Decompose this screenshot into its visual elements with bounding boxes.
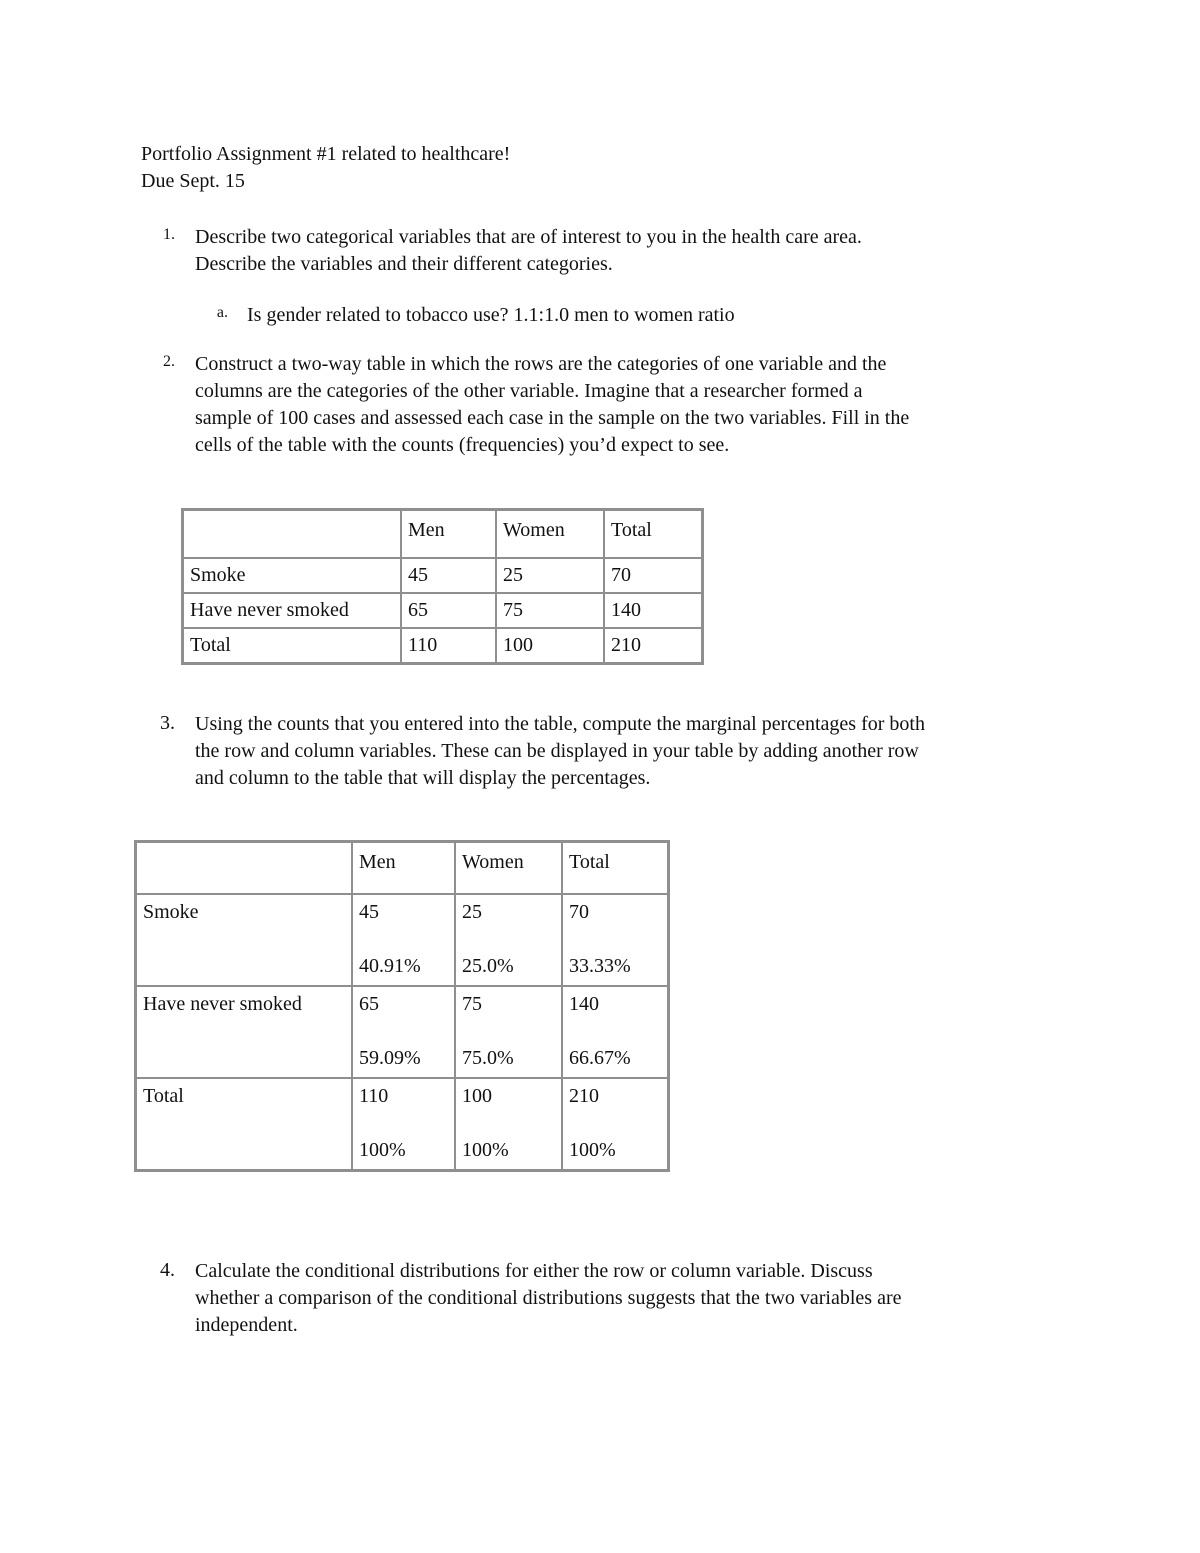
table-header-cell-total: Total bbox=[604, 510, 703, 559]
table-cell: 75 bbox=[496, 593, 604, 628]
table-cell: 210 bbox=[604, 628, 703, 664]
question-2-line-4: cells of the table with the counts (frequencies) you’d expect to see. bbox=[195, 434, 730, 456]
row-label: Smoke bbox=[183, 558, 402, 593]
table-row bbox=[183, 558, 703, 593]
row-label: Total bbox=[136, 1078, 353, 1171]
row-label: Smoke bbox=[136, 894, 353, 986]
table-header-cell-women: Women bbox=[455, 842, 562, 895]
table-cell: 70 bbox=[604, 558, 703, 593]
table-cell: 65 bbox=[401, 593, 496, 628]
question-2-line-2: columns are the categories of the other variable. Imagine that a researcher formed a bbox=[195, 380, 863, 402]
table-cell bbox=[352, 1078, 455, 1171]
table-cell bbox=[455, 894, 562, 986]
row-label: Total bbox=[183, 628, 402, 664]
document-title: Portfolio Assignment #1 related to healthcare! bbox=[141, 143, 511, 165]
cell-percent: 100% bbox=[462, 1139, 509, 1161]
row-label: Have never smoked bbox=[183, 593, 402, 628]
table-header-cell-empty bbox=[136, 842, 353, 895]
table-row bbox=[183, 593, 703, 628]
cell-count: 45 bbox=[359, 901, 379, 923]
cell-count: 65 bbox=[359, 993, 379, 1015]
cell-percent: 33.33% bbox=[569, 955, 631, 977]
cell-percent: 66.67% bbox=[569, 1047, 631, 1069]
table-header-row bbox=[183, 510, 703, 559]
cell-percent: 59.09% bbox=[359, 1047, 421, 1069]
question-4-line-2: whether a comparison of the conditional distributions suggests that the two variables are bbox=[195, 1287, 902, 1309]
question-4-line-3: independent. bbox=[195, 1314, 298, 1336]
cell-percent: 100% bbox=[569, 1139, 616, 1161]
table-row bbox=[183, 628, 703, 664]
table-row bbox=[136, 1078, 669, 1171]
cell-count: 75 bbox=[462, 993, 482, 1015]
table-cell bbox=[562, 1078, 669, 1171]
question-4-line-1: Calculate the conditional distributions for either the row or column variable. Discuss bbox=[195, 1260, 873, 1282]
table-cell: 45 bbox=[401, 558, 496, 593]
table-cell bbox=[562, 894, 669, 986]
table-cell bbox=[455, 986, 562, 1078]
table-header-row bbox=[136, 842, 669, 895]
cell-count: 100 bbox=[462, 1085, 492, 1107]
cell-count: 110 bbox=[359, 1085, 389, 1107]
cell-percent: 75.0% bbox=[462, 1047, 514, 1069]
table-cell: 25 bbox=[496, 558, 604, 593]
question-3-line-2: the row and column variables. These can be displayed in your table by adding another row bbox=[195, 740, 919, 762]
question-1-line-1: Describe two categorical variables that are of interest to you in the health care area. bbox=[195, 226, 862, 248]
question-1a-text: Is gender related to tobacco use? 1.1:1.0 men to women ratio bbox=[247, 304, 735, 326]
table-cell bbox=[352, 894, 455, 986]
table-cell bbox=[562, 986, 669, 1078]
table-header-cell-empty bbox=[183, 510, 402, 559]
table-header-cell-men: Men bbox=[352, 842, 455, 895]
counts-table bbox=[181, 508, 704, 665]
cell-percent: 100% bbox=[359, 1139, 406, 1161]
table-header-cell-total: Total bbox=[562, 842, 669, 895]
table-header-cell-men: Men bbox=[401, 510, 496, 559]
question-3-line-3: and column to the table that will display the percentages. bbox=[195, 767, 651, 789]
table-row bbox=[136, 986, 669, 1078]
cell-count: 140 bbox=[569, 993, 599, 1015]
table-header-cell-women: Women bbox=[496, 510, 604, 559]
table-cell: 100 bbox=[496, 628, 604, 664]
cell-count: 70 bbox=[569, 901, 589, 923]
question-3-line-1: Using the counts that you entered into the table, compute the marginal percentages for both bbox=[195, 713, 925, 735]
cell-count: 25 bbox=[462, 901, 482, 923]
row-label: Have never smoked bbox=[136, 986, 353, 1078]
cell-percent: 25.0% bbox=[462, 955, 514, 977]
table-cell bbox=[455, 1078, 562, 1171]
question-1-number: 1. bbox=[163, 226, 175, 243]
cell-count: 210 bbox=[569, 1085, 599, 1107]
table-cell: 110 bbox=[401, 628, 496, 664]
question-3-number: 3. bbox=[160, 712, 175, 734]
table-cell: 140 bbox=[604, 593, 703, 628]
table-row bbox=[136, 894, 669, 986]
question-1a-letter: a. bbox=[216, 304, 228, 321]
question-2-line-3: sample of 100 cases and assessed each case in the sample on the two variables. Fill in the bbox=[195, 407, 910, 429]
percentages-table bbox=[134, 840, 670, 1172]
question-1-line-2: Describe the variables and their different categories. bbox=[195, 253, 613, 275]
table-cell bbox=[352, 986, 455, 1078]
question-4-number: 4. bbox=[160, 1259, 175, 1281]
cell-percent: 40.91% bbox=[359, 955, 421, 977]
question-2-number: 2. bbox=[163, 353, 175, 370]
question-2-line-1: Construct a two-way table in which the rows are the categories of one variable and the bbox=[195, 353, 887, 375]
due-date: Due Sept. 15 bbox=[141, 170, 245, 192]
